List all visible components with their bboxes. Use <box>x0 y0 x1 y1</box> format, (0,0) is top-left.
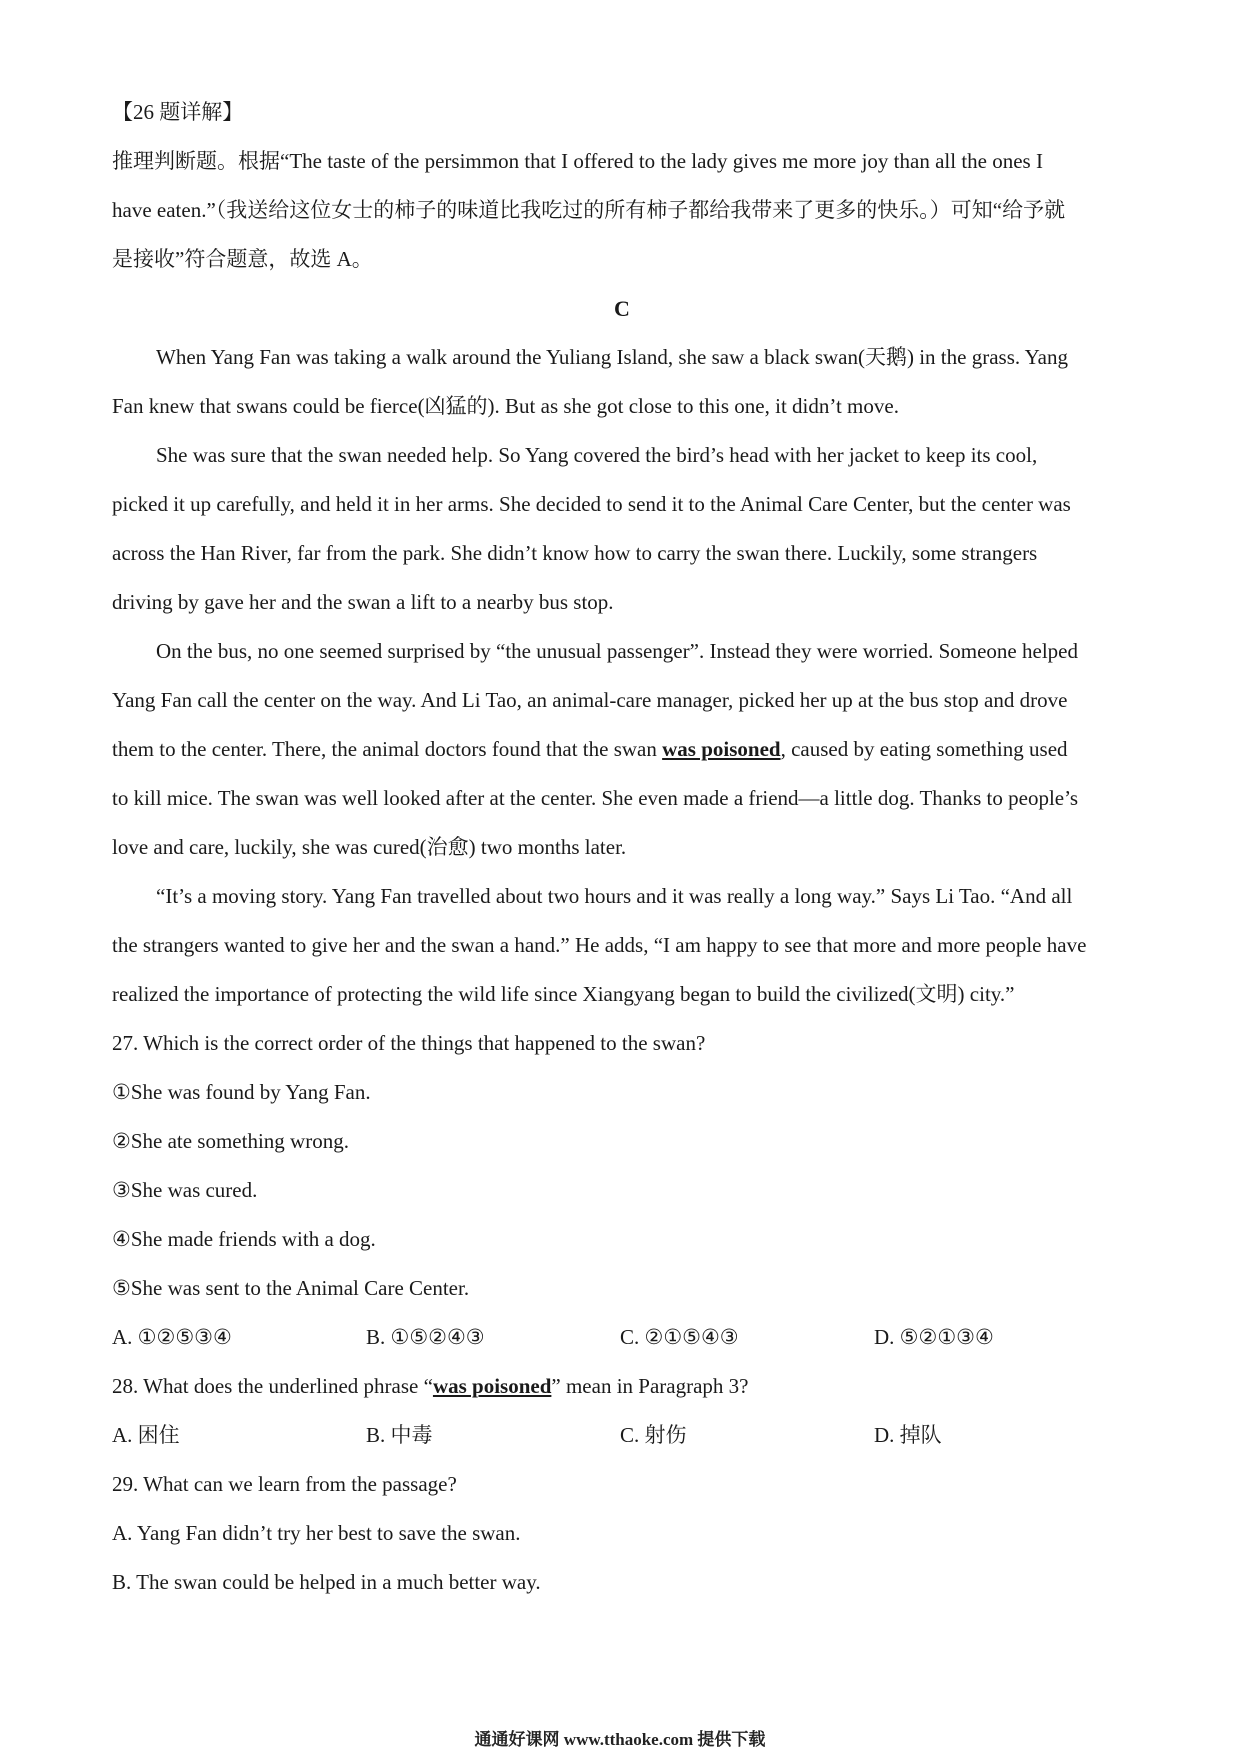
explanation-heading: 【26 题详解】 <box>112 100 244 124</box>
q28-option-c: C. 射伤 <box>620 1423 687 1447</box>
page-footer: 通通好课网 www.tthaoke.com 提供下载 <box>474 1730 766 1749</box>
q28-options <box>112 1411 1132 1460</box>
q27-item: ③She was cured. <box>112 1178 258 1202</box>
q27-option-c: C. ②①⑤④③ <box>620 1325 739 1349</box>
q27-option-d: D. ⑤②①③④ <box>874 1325 994 1349</box>
explanation-line: have eaten.”（我送给这位女士的柿子的味道比我吃过的所有柿子都给我带来了更多的快乐。）可知“给予就 <box>112 198 1066 222</box>
text-segment: ” mean in Paragraph 3? <box>551 1374 749 1398</box>
document-page <box>112 88 1132 1607</box>
q27-item: ④She made friends with a dog. <box>112 1227 376 1251</box>
q29-option-b: B. The swan could be helped in a much better way. <box>112 1570 541 1594</box>
passage-p2-line: picked it up carefully, and held it in her arms. She decided to send it to the Animal Care Center, but the center was <box>112 492 1071 516</box>
text-segment: , caused by eating something used <box>780 737 1068 761</box>
q27-item: ①She was found by Yang Fan. <box>112 1080 371 1104</box>
passage-p1-line: Fan knew that swans could be fierce(凶猛的). But as she got close to this one, it didn’t move. <box>112 394 899 418</box>
passage-p4-line: “It’s a moving story. Yang Fan travelled about two hours and it was really a long way.” Says Li Tao. “And all <box>156 884 1073 908</box>
q27-item: ②She ate something wrong. <box>112 1129 349 1153</box>
explanation-line: 是接收”符合题意，故选 A。 <box>112 247 373 271</box>
underlined-phrase: was poisoned <box>432 1374 552 1398</box>
q29-option-a: A. Yang Fan didn’t try her best to save the swan. <box>112 1521 521 1545</box>
passage-p4-line: realized the importance of protecting the wild life since Xiangyang began to build the civilized(文明) city.” <box>112 982 1015 1006</box>
passage-p3-line: love and care, luckily, she was cured(治愈) two months later. <box>112 835 627 859</box>
passage-p3-line <box>112 725 1132 774</box>
passage-p2-line: driving by gave her and the swan a lift to a nearby bus stop. <box>112 590 614 614</box>
explanation-line: 推理判断题。根据“The taste of the persimmon that I offered to the lady gives me more joy than all the ones I <box>112 149 1043 173</box>
q27-option-a: A. ①②⑤③④ <box>112 1325 232 1349</box>
q28-option-b: B. 中毒 <box>366 1423 433 1447</box>
passage-p2-line: She was sure that the swan needed help. So Yang covered the bird’s head with her jacket to keep its cool, <box>156 443 1038 467</box>
passage-p1-line: When Yang Fan was taking a walk around the Yuliang Island, she saw a black swan(天鹅) in the grass. Yang <box>156 345 1068 369</box>
underlined-phrase: was poisoned <box>662 737 781 761</box>
q27-options <box>112 1313 1132 1362</box>
passage-p3-line: Yang Fan call the center on the way. And Li Tao, an animal-care manager, picked her up at the bus stop and drove <box>112 688 1068 712</box>
section-label: C <box>614 296 630 321</box>
passage-p2-line: across the Han River, far from the park. She didn’t know how to carry the swan there. Luckily, some strangers <box>112 541 1038 565</box>
q27-option-b: B. ①⑤②④③ <box>366 1325 485 1349</box>
passage-p3-line: to kill mice. The swan was well looked after at the center. She even made a friend—a little dog. Thanks to people’s <box>112 786 1079 810</box>
question-29: 29. What can we learn from the passage? <box>112 1472 457 1496</box>
q28-option-d: D. 掉队 <box>874 1423 942 1447</box>
passage-p4-line: the strangers wanted to give her and the swan a hand.” He adds, “I am happy to see that more and more people have <box>112 933 1087 957</box>
question-28 <box>112 1362 1132 1411</box>
text-segment: them to the center. There, the animal doctors found that the swan <box>112 737 663 761</box>
question-27: 27. Which is the correct order of the things that happened to the swan? <box>112 1031 706 1055</box>
text-segment: 28. What does the underlined phrase “ <box>112 1374 433 1398</box>
passage-p3-line: On the bus, no one seemed surprised by “the unusual passenger”. Instead they were worried. Someone helped <box>156 639 1078 663</box>
q28-option-a: A. 困住 <box>112 1423 180 1447</box>
q27-item: ⑤She was sent to the Animal Care Center. <box>112 1276 470 1300</box>
